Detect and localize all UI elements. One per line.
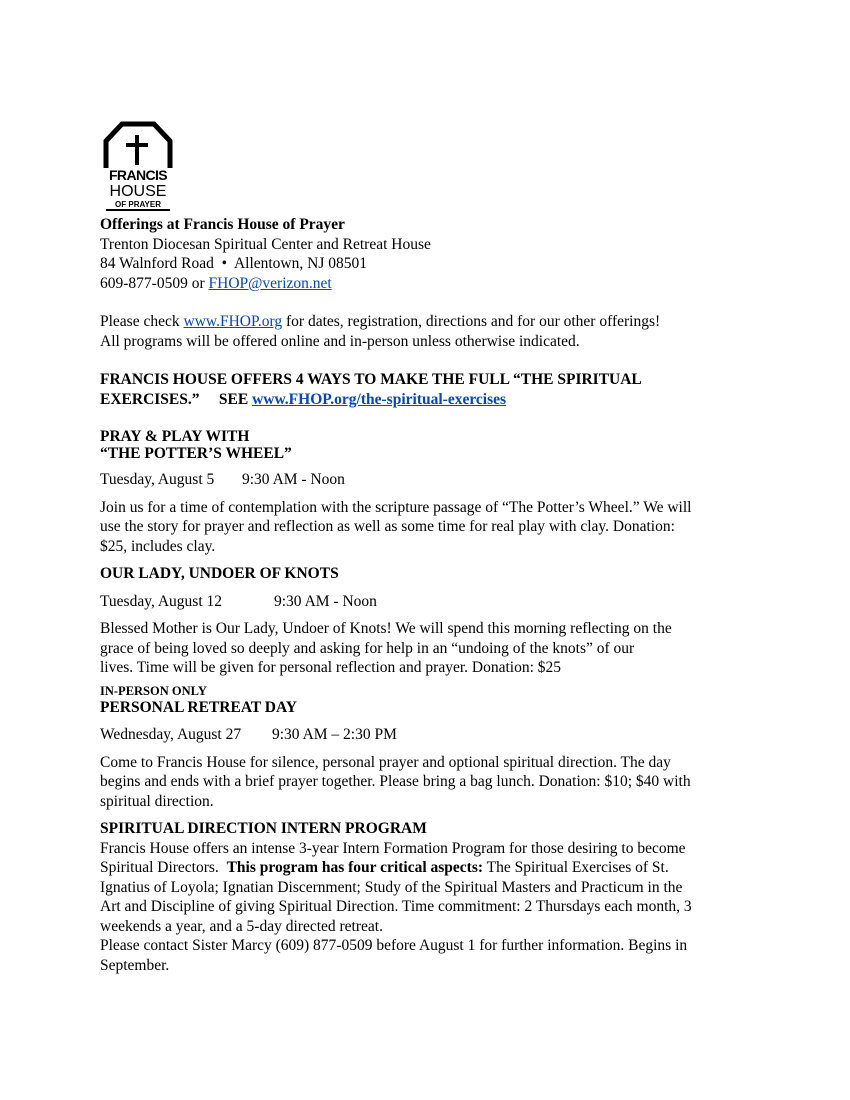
intern-program-section xyxy=(100,819,760,975)
francis-house-logo xyxy=(102,121,174,213)
phone-number: 609-877-0509 xyxy=(100,274,188,292)
event-desc-line2: begins and ends with a brief prayer together. Please bring a bag lunch. Donation: $10; $40 with xyxy=(100,773,691,790)
exercises-word: EXERCISES.” xyxy=(100,390,200,408)
event-title-line2: “THE POTTER’S WHEEL” xyxy=(100,445,292,462)
event-time: 9:30 AM - Noon xyxy=(274,592,377,610)
intern-line3: Ignatius of Loyola; Ignatian Discernment; Study of the Spiritual Masters and Practicum in the xyxy=(100,878,683,896)
event-desc-line1: Blessed Mother is Our Lady, Undoer of Knots! We will spend this morning reflecting on the xyxy=(100,620,672,637)
event-date: Tuesday, August 12 xyxy=(100,592,223,610)
bullet-separator: • xyxy=(221,255,228,272)
subtitle: Trenton Diocesan Spiritual Center and Retreat House xyxy=(100,235,431,253)
please-check-text: Please check xyxy=(100,313,180,330)
event-date-time xyxy=(100,592,760,612)
or-text: or xyxy=(191,274,205,292)
intern-line5: weekends a year, and a 5-day directed retreat. xyxy=(100,917,383,935)
event-title-line1: PERSONAL RETREAT DAY xyxy=(100,698,297,716)
event-date-time xyxy=(100,470,760,490)
main-content xyxy=(100,215,760,975)
website-link[interactable]: www.FHOP.org xyxy=(183,313,283,330)
event-desc-line3: $25, includes clay. xyxy=(100,537,216,555)
event-time: 9:30 AM – 2:30 PM xyxy=(272,726,397,743)
event-desc-line1: Join us for a time of contemplation with the scripture passage of “The Potter’s Wheel.” We will xyxy=(100,498,692,516)
logo-line3: OF PRAYER xyxy=(115,200,161,209)
intro-line1 xyxy=(100,312,760,332)
event-desc-line3: lives. Time will be given for personal reflection and prayer. Donation: $25 xyxy=(100,659,562,676)
event-desc-line3: spiritual direction. xyxy=(100,792,214,810)
exercises-heading-line1: FRANCIS HOUSE OFFERS 4 WAYS TO MAKE THE FULL “THE SPIRITUAL xyxy=(100,371,642,388)
event-our-lady xyxy=(100,564,760,678)
event-personal-retreat xyxy=(100,684,760,812)
event-date-time xyxy=(100,725,760,745)
address-street: 84 Walnford Road xyxy=(100,255,214,272)
address-city: Allentown, NJ 08501 xyxy=(233,255,367,272)
spiritual-exercises-link[interactable]: www.FHOP.org/the-spiritual-exercises xyxy=(252,390,507,408)
event-potters-wheel xyxy=(100,428,760,556)
logo-line1: FRANCIS xyxy=(108,167,168,183)
page-title: Offerings at Francis House of Prayer xyxy=(100,216,345,233)
event-date: Tuesday, August 5 xyxy=(100,471,215,488)
event-title-line1: PRAY & PLAY WITH xyxy=(100,428,250,445)
logo-line2: HOUSE xyxy=(109,183,167,200)
in-person-only-note: IN-PERSON ONLY xyxy=(100,683,207,698)
intern-line1: Francis House offers an intense 3-year Intern Formation Program for those desiring to become xyxy=(100,839,686,857)
contact-line xyxy=(100,274,760,294)
address xyxy=(100,254,760,274)
event-title-line1: OUR LADY, UNDOER OF KNOTS xyxy=(100,565,339,582)
event-desc-line2: grace of being loved so deeply and asking for help in an “undoing of the knots” of our xyxy=(100,639,635,657)
intern-line6: Please contact Sister Marcy (609) 877-0509 before August 1 for further information. Begins in xyxy=(100,937,688,954)
intern-line7: September. xyxy=(100,956,170,974)
see-text: SEE xyxy=(218,390,249,408)
intro-rest-text: for dates, registration, directions and for our other offerings! xyxy=(286,313,661,330)
intern-line2 xyxy=(100,858,760,878)
event-date: Wednesday, August 27 xyxy=(100,726,242,743)
intro-line2: All programs will be offered online and in-person unless otherwise indicated. xyxy=(100,332,580,350)
intern-line2-start: Spiritual Directors. xyxy=(100,859,219,876)
event-desc-line1: Come to Francis House for silence, personal prayer and optional spiritual direction. The day xyxy=(100,753,671,771)
exercises-heading-line2 xyxy=(100,390,760,410)
event-desc-line2: use the story for prayer and reflection as well as some time for real play with clay. Donation: xyxy=(100,518,675,535)
intern-title: SPIRITUAL DIRECTION INTERN PROGRAM xyxy=(100,820,427,837)
event-time: 9:30 AM - Noon xyxy=(242,471,345,488)
intern-line2-end: The Spiritual Exercises of St. xyxy=(486,859,669,876)
intern-line4: Art and Discipline of giving Spiritual Direction. Time commitment: 2 Thursdays each month, 3 xyxy=(100,898,692,915)
email-link[interactable]: FHOP@verizon.net xyxy=(208,274,332,292)
intern-critical-aspects: This program has four critical aspects: xyxy=(226,859,484,876)
